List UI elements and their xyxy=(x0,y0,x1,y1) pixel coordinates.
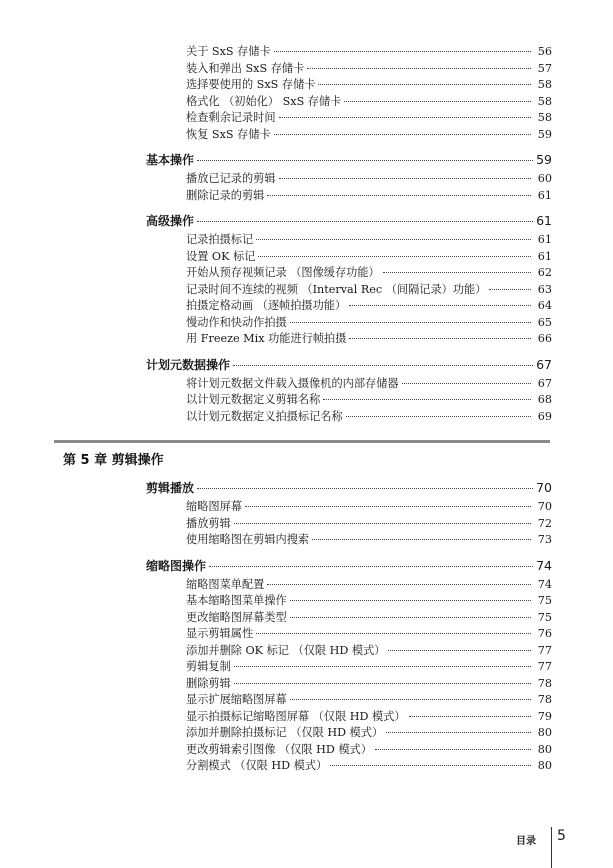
leader-dots xyxy=(267,195,531,196)
toc-section-title: 计划元数据操作 xyxy=(146,357,231,372)
toc-item-title: 恢复 SxS 存储卡 xyxy=(186,127,271,141)
leader-dots xyxy=(344,101,531,102)
toc-item-page: 75 xyxy=(537,594,552,607)
leader-dots xyxy=(318,84,531,85)
footer-divider xyxy=(551,827,552,868)
toc-item-page: 61 xyxy=(537,233,552,246)
toc-item[interactable] xyxy=(146,61,552,78)
toc-section-page: 67 xyxy=(536,356,552,372)
toc-item-page: 64 xyxy=(537,299,552,312)
leader-dots xyxy=(346,416,531,417)
toc-bottom xyxy=(146,480,552,775)
toc-item-title: 将计划元数据文件载入摄像机的内部存储器 xyxy=(186,376,399,390)
leader-dots xyxy=(274,134,531,135)
toc-item-page: 72 xyxy=(537,516,552,530)
leader-dots xyxy=(234,523,531,524)
toc-item[interactable] xyxy=(146,610,552,627)
toc-item[interactable] xyxy=(146,532,552,549)
leader-dots xyxy=(402,383,531,384)
leader-dots xyxy=(386,732,531,733)
toc-item[interactable] xyxy=(146,171,552,188)
leader-dots xyxy=(409,716,531,717)
page-number: 5 xyxy=(557,828,566,844)
toc-item-title: 格式化 （初始化） SxS 存储卡 xyxy=(186,94,342,108)
toc-item[interactable] xyxy=(146,409,552,426)
toc-item-title: 删除记录的剪辑 xyxy=(186,188,265,202)
toc-item-title: 慢动作和快动作拍摄 xyxy=(186,315,287,329)
toc-item[interactable] xyxy=(146,626,552,643)
toc-section-page: 61 xyxy=(536,213,552,228)
footer-section-label: 目录 xyxy=(516,836,536,847)
toc-item-page: 73 xyxy=(537,533,552,546)
toc-item-page: 58 xyxy=(537,94,552,108)
toc-item-title: 缩略图菜单配置 xyxy=(186,577,265,591)
leader-dots xyxy=(209,566,533,567)
toc-item[interactable] xyxy=(146,516,552,533)
toc-item[interactable] xyxy=(146,392,552,409)
leader-dots xyxy=(489,289,531,290)
leader-dots xyxy=(323,399,531,400)
toc-item-page: 69 xyxy=(537,409,552,423)
toc-section-page: 59 xyxy=(536,152,552,167)
toc-item-title: 记录时间不连续的视频 （Interval Rec （间隔记录）功能） xyxy=(186,282,487,296)
toc-item-page: 58 xyxy=(537,111,552,124)
toc-item[interactable] xyxy=(146,282,552,299)
toc-item[interactable] xyxy=(146,499,552,516)
toc-item-page: 75 xyxy=(537,610,552,624)
toc-item-title: 以计划元数据定义剪辑名称 xyxy=(186,393,321,406)
toc-item-page: 76 xyxy=(537,627,552,640)
leader-dots xyxy=(258,256,531,257)
toc-item-page: 67 xyxy=(537,376,552,390)
toc-section-title: 基本操作 xyxy=(146,153,195,167)
toc-item[interactable] xyxy=(146,331,552,348)
toc-item[interactable] xyxy=(146,232,552,249)
toc-section-heading[interactable] xyxy=(146,480,552,496)
toc-item[interactable] xyxy=(146,742,552,759)
toc-item-title: 添加并删除 OK 标记 （仅限 HD 模式） xyxy=(186,643,386,657)
toc-item-title: 更改剪辑索引图像 （仅限 HD 模式） xyxy=(186,742,373,756)
toc-item-page: 68 xyxy=(537,393,552,406)
toc-item-title: 开始从预存视频记录 （图像缓存功能） xyxy=(186,266,380,279)
toc-item-title: 分割模式 （仅限 HD 模式） xyxy=(186,759,328,772)
leader-dots xyxy=(234,683,531,684)
toc-item[interactable] xyxy=(146,725,552,742)
toc-item-title: 设置 OK 标记 xyxy=(186,249,256,263)
toc-item[interactable] xyxy=(146,249,552,266)
leader-dots xyxy=(383,272,531,273)
toc-item-page: 77 xyxy=(537,660,552,673)
toc-item[interactable] xyxy=(146,643,552,660)
leader-dots xyxy=(197,221,533,222)
toc-section-heading[interactable] xyxy=(146,558,552,574)
toc-item-page: 61 xyxy=(537,188,552,202)
toc-item-page: 78 xyxy=(537,693,552,706)
toc-item-title: 剪辑复制 xyxy=(186,660,231,673)
toc-item-title: 播放已记录的剪辑 xyxy=(186,172,276,185)
toc-item-page: 63 xyxy=(537,282,552,296)
leader-dots xyxy=(256,633,531,634)
toc-item-title: 装入和弹出 SxS 存储卡 xyxy=(186,61,305,75)
toc-item-page: 79 xyxy=(537,709,552,723)
toc-item-page: 57 xyxy=(537,61,552,75)
leader-dots xyxy=(349,338,531,339)
toc-item-page: 80 xyxy=(537,759,552,772)
toc-item[interactable] xyxy=(146,659,552,676)
toc-item-page: 56 xyxy=(537,45,552,58)
toc-item-page: 58 xyxy=(537,78,552,91)
toc-item[interactable] xyxy=(146,376,552,393)
toc-section-heading[interactable] xyxy=(146,213,552,229)
toc-item-title: 显示扩展缩略图屏幕 xyxy=(186,693,287,706)
toc-item[interactable] xyxy=(146,577,552,594)
toc-item[interactable] xyxy=(146,676,552,693)
toc-item-page: 77 xyxy=(537,643,552,657)
toc-item[interactable] xyxy=(146,127,552,144)
toc-item-title: 记录拍摄标记 xyxy=(186,233,254,246)
toc-item[interactable] xyxy=(146,94,552,111)
toc-item-page: 78 xyxy=(537,676,552,690)
leader-dots xyxy=(290,600,531,601)
leader-dots xyxy=(256,239,531,240)
toc-section-heading[interactable] xyxy=(146,152,552,168)
leader-dots xyxy=(274,51,531,52)
toc-item-title: 更改缩略图屏幕类型 xyxy=(186,610,287,624)
leader-dots xyxy=(234,666,531,667)
chapter-divider xyxy=(54,440,550,443)
toc-item-title: 基本缩略图菜单操作 xyxy=(186,594,287,607)
toc-item-page: 80 xyxy=(537,726,552,739)
leader-dots xyxy=(267,584,531,585)
toc-item[interactable] xyxy=(146,593,552,610)
toc-item-title: 使用缩略图在剪辑内搜索 xyxy=(186,533,310,546)
toc-item-title: 以计划元数据定义拍摄标记名称 xyxy=(186,409,343,423)
leader-dots xyxy=(290,617,531,618)
leader-dots xyxy=(307,68,531,69)
toc-item[interactable] xyxy=(146,298,552,315)
toc-top xyxy=(146,44,552,425)
leader-dots xyxy=(290,699,531,700)
toc-section-title: 高级操作 xyxy=(146,214,195,228)
leader-dots xyxy=(330,765,531,766)
toc-item[interactable] xyxy=(146,110,552,127)
chapter-title: 第 5 章 剪辑操作 xyxy=(63,453,164,468)
toc-item-title: 关于 SxS 存储卡 xyxy=(186,45,271,58)
toc-section-heading[interactable] xyxy=(146,357,552,373)
toc-item[interactable] xyxy=(146,692,552,709)
toc-item-title: 检查剩余记录时间 xyxy=(186,111,276,124)
leader-dots xyxy=(197,160,533,161)
toc-section-title: 剪辑播放 xyxy=(146,481,195,495)
toc-section-title: 缩略图操作 xyxy=(146,558,207,573)
leader-dots xyxy=(245,506,531,507)
toc-item[interactable] xyxy=(146,758,552,775)
toc-item-title: 显示剪辑属性 xyxy=(186,627,254,640)
toc-item-title: 显示拍摄标记缩略图屏幕 （仅限 HD 模式） xyxy=(186,709,406,723)
toc-item-title: 播放剪辑 xyxy=(186,516,231,530)
toc-item-page: 74 xyxy=(537,577,552,591)
toc-item-page: 65 xyxy=(537,315,552,329)
toc-item-title: 拍摄定格动画 （逐帧拍摄功能） xyxy=(186,299,347,312)
toc-item-title: 添加并删除拍摄标记 （仅限 HD 模式） xyxy=(186,726,384,739)
leader-dots xyxy=(233,365,533,366)
toc-item[interactable] xyxy=(146,188,552,205)
toc-section-page: 74 xyxy=(536,557,552,573)
toc-item[interactable] xyxy=(146,77,552,94)
toc-item-page: 59 xyxy=(537,127,552,141)
toc-item-title: 删除剪辑 xyxy=(186,676,231,690)
leader-dots xyxy=(388,650,531,651)
toc-item-page: 62 xyxy=(537,266,552,279)
toc-item-page: 70 xyxy=(537,500,552,513)
toc-item-page: 80 xyxy=(537,742,552,756)
toc-item-page: 66 xyxy=(537,332,552,345)
leader-dots xyxy=(312,539,531,540)
toc-item-title: 选择要使用的 SxS 存储卡 xyxy=(186,78,316,91)
toc-item-title: 缩略图屏幕 xyxy=(186,500,242,513)
leader-dots xyxy=(279,117,531,118)
toc-item-page: 60 xyxy=(537,172,552,185)
leader-dots xyxy=(279,178,531,179)
leader-dots xyxy=(349,305,531,306)
leader-dots xyxy=(375,749,531,750)
toc-item[interactable] xyxy=(146,44,552,61)
toc-item[interactable] xyxy=(146,315,552,332)
toc-item[interactable] xyxy=(146,265,552,282)
toc-item[interactable] xyxy=(146,709,552,726)
leader-dots xyxy=(197,488,533,489)
toc-item-page: 61 xyxy=(537,249,552,263)
leader-dots xyxy=(290,322,531,323)
toc-item-title: 用 Freeze Mix 功能进行帧拍摄 xyxy=(186,332,347,345)
toc-section-page: 70 xyxy=(536,480,552,495)
